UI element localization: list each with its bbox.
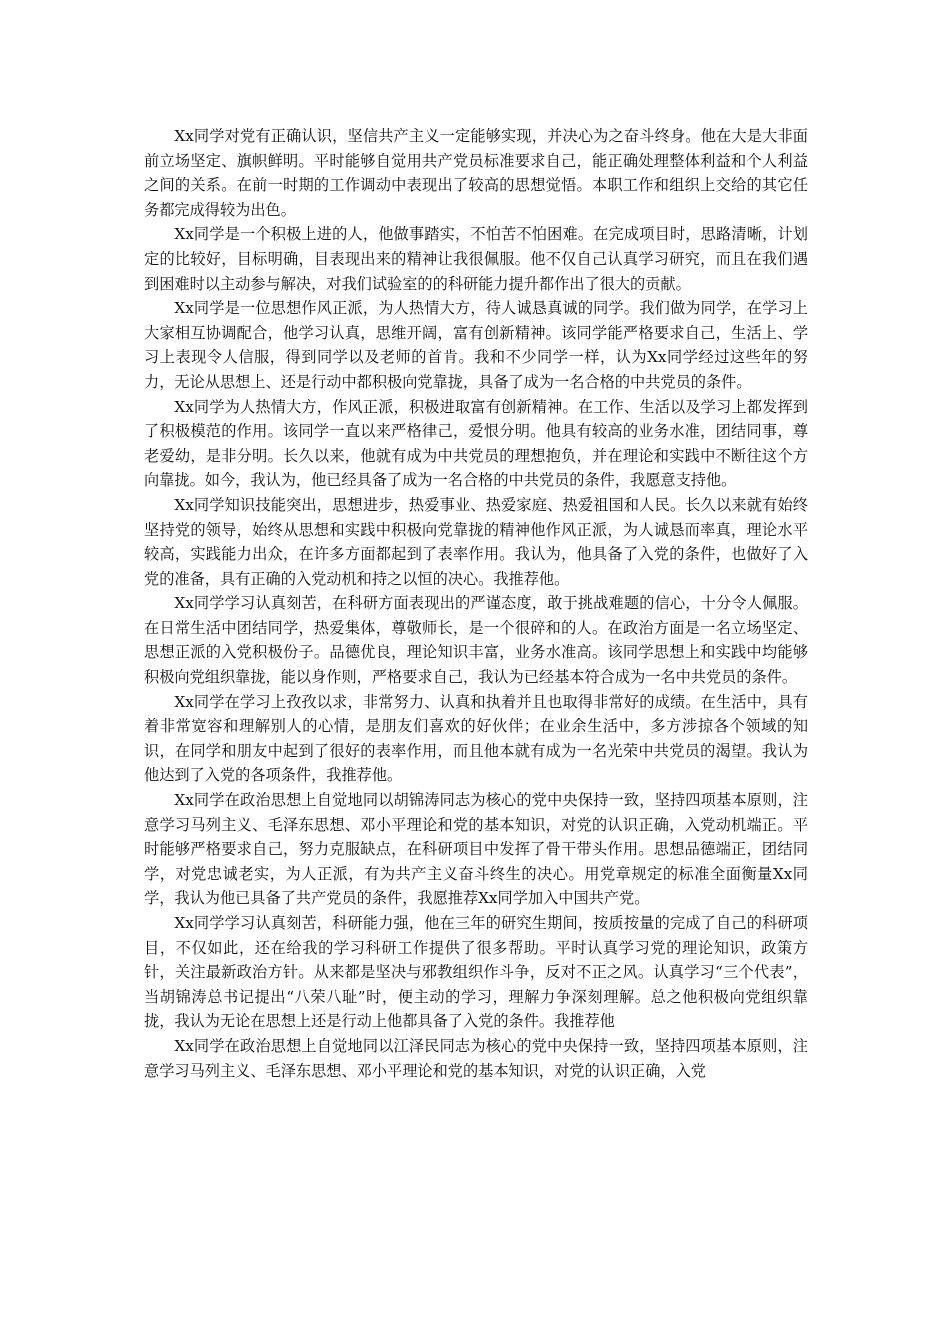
paragraph-7: Xx同学在学习上孜孜以求，非常努力、认真和执着并且也取得非常好的成绩。在生活中，具有着非常宽容和理解别人的心情，是朋友们喜欢的好伙伴；在业余生活中，多方涉掠各个领域的知识，在同学和朋友中起到了很好的表率作用，而且他本就有成为一名光荣中共党员的渴望。我认为他达到了入党的各项条件，我推荐他。: [144, 692, 808, 785]
paragraph-2: Xx同学是一个积极上进的人，他做事踏实，不怕苦不怕困难。在完成项目时，思路清晰，计划定的比较好，目标明确，目表现出来的精神让我很佩服。他不仅自己认真学习研究，而且在我们遇到困难时以主动参与解决，对我们试验室的的科研能力提升都作出了很大的贡献。: [144, 225, 808, 293]
paragraph-4: Xx同学为人热情大方，作风正派，积极进取富有创新精神。在工作、生活以及学习上都发挥到了积极模范的作用。该同学一直以来严格律己，爱恨分明。他具有较高的业务水准，团结同事，尊老爱幼，是非分明。长久以来，他就有成为中共党员的理想抱负，并在理论和实践中不断往这个方向靠拢。如今，我认为，他已经具备了成为一名合格的中共党员的条件，我愿意支持他。: [144, 397, 808, 490]
paragraph-5: Xx同学知识技能突出，思想进步，热爱事业、热爱家庭、热爱祖国和人民。长久以来就有始终坚持党的领导，始终从思想和实践中积极向党靠拢的精神他作风正派，为人诚恳而率真，理论水平较高，实践能力出众，在许多方面都起到了表率作用。我认为，他具备了入党的条件，也做好了入党的准备，具有正确的入党动机和持之以恒的决心。我推荐他。: [144, 495, 808, 588]
paragraph-8: Xx同学在政治思想上自觉地同以胡锦涛同志为核心的党中央保持一致，坚持四项基本原则，注意学习马列主义、毛泽东思想、邓小平理论和党的基本知识，对党的认识正确，入党动机端正。平时能够严格要求自己，努力克服缺点，在科研项目中发挥了骨干带头作用。思想品德端正，团结同学，对党忠诚老实，为人正派，有为共产主义奋斗终生的决心。用党章规定的标准全面衡量Xx同学，我认为他已具备了共产党员的条件，我愿推荐Xx同学加入中国共产党。: [144, 791, 808, 908]
paragraph-1: Xx同学对党有正确认识，坚信共产主义一定能够实现，并决心为之奋斗终身。他在大是大非面前立场坚定、旗帜鲜明。平时能够自觉用共产党员标准要求自己，能正确处理整体利益和个人利益之间的关系。在前一时期的工作调动中表现出了较高的思想觉悟。本职工作和组织上交给的其它任务都完成得较为出色。: [144, 127, 808, 219]
paragraph-6: Xx同学学习认真刻苦，在科研方面表现出的严谨态度，敢于挑战难题的信心，十分令人佩服。在日常生活中团结同学，热爱集体，尊敬师长，是一个很碎和的人。在政治方面是一名立场坚定、思想正派的入党积极份子。品德优良，理论知识丰富，业务水准高。该同学思想上和实践中均能够积极向党组织靠拢，能以身作则，严格要求自己，我认为已经基本符合成为一名中共党员的条件。: [144, 594, 808, 687]
paragraph-3: Xx同学是一位思想作风正派，为人热情大方，待人诚恳真诚的同学。我们做为同学，在学习上大家相互协调配合，他学习认真，思维开阔，富有创新精神。该同学能严格要求自己，生活上、学习上表现令人信服，得到同学以及老师的首肯。我和不少同学一样，认为Xx同学经过这些年的努力，无论从思想上、还是行动中都积极向党靠拢，具备了成为一名合格的中共党员的条件。: [144, 299, 808, 391]
paragraph-10: Xx同学在政治思想上自觉地同以江泽民同志为核心的党中央保持一致，坚持四项基本原则，注意学习马列主义、毛泽东思想、邓小平理论和党的基本知识，对党的认识正确，入党: [144, 1036, 808, 1080]
paragraph-9: Xx同学学习认真刻苦，科研能力强，他在三年的研究生期间，按质按量的完成了自己的科研项目，不仅如此，还在给我的学习科研工作提供了很多帮助。平时认真学习党的理论知识，政策方针，关注最新政治方针。从来都是坚决与邪教组织作斗争，反对不正之风。认真学习“三个代表”，当胡锦涛总书记提出“八荣八耻”时，便主动的学习，理解力争深刻理解。总之他积极向党组织靠拢，我认为无论在思想上还是行动上他都具备了入党的条件。我推荐他: [144, 914, 808, 1031]
document-body: [144, 124, 808, 1083]
